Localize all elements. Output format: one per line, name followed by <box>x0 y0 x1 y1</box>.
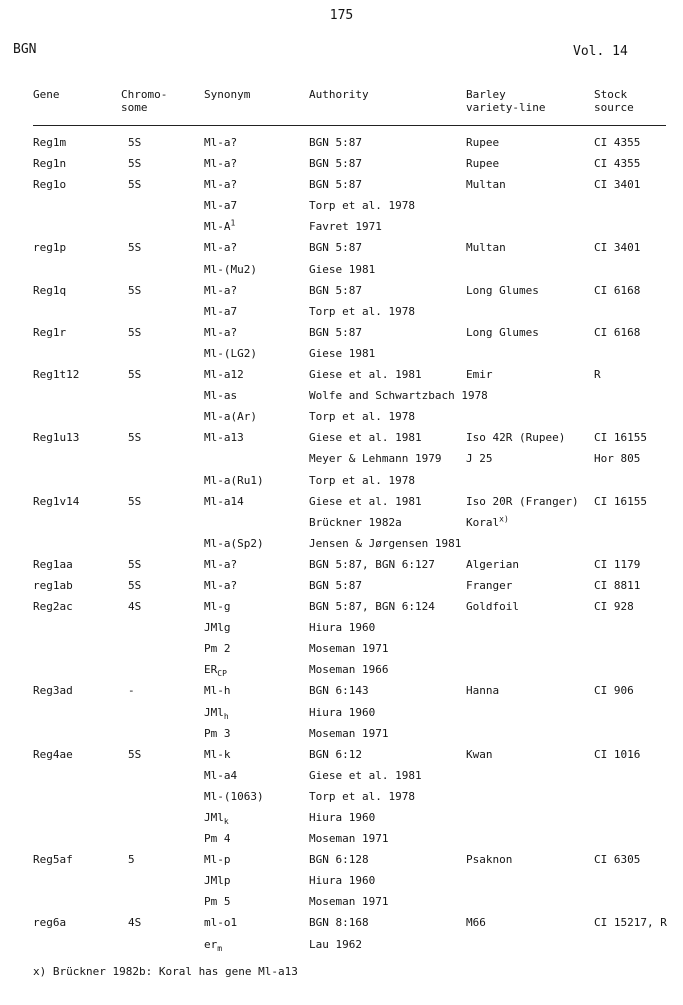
authority-cell: Hiura 1960 <box>309 811 376 824</box>
gene-table <box>0 88 683 124</box>
barley-variety-cell: Rupee <box>466 136 500 149</box>
synonym-cell: Ml-a? <box>204 283 238 297</box>
authority-cell: BGN 5:87 <box>309 241 362 255</box>
table-row <box>0 639 683 660</box>
stock-source-cell: CI 6168 <box>594 325 641 339</box>
chromosome-cell: 5S <box>128 431 142 445</box>
gene-cell: Reg5af <box>33 853 73 867</box>
authority-cell: Moseman 1971 <box>309 642 389 656</box>
table-row <box>0 871 683 892</box>
chromosome-cell: 5S <box>128 557 142 571</box>
table-row <box>0 492 683 513</box>
authority-cell: Moseman 1971 <box>309 832 389 846</box>
page-number: 175 <box>329 8 354 23</box>
barley-variety-cell: Kwan <box>466 747 493 761</box>
chromosome-cell: 5S <box>128 578 142 592</box>
authority-cell: Favret 1971 <box>309 220 382 234</box>
table-row <box>0 660 683 681</box>
table-row <box>0 829 683 850</box>
authority-cell: Meyer & Lehmann 1979 <box>309 452 442 466</box>
barley-variety-cell: Psaknon <box>466 853 513 867</box>
table-row <box>0 808 683 829</box>
gene-cell: Reg1m <box>33 136 67 149</box>
synonym-cell: Pm 4 <box>204 832 231 846</box>
synonym-cell: ml-o1 <box>204 916 238 930</box>
authority-cell: Giese 1981 <box>309 262 376 276</box>
chromosome-cell: 5S <box>128 747 142 761</box>
gene-cell: Reg1r <box>33 325 67 339</box>
authority-cell: BGN 5:87, BGN 6:127 <box>309 557 435 571</box>
table-row <box>0 365 683 386</box>
table-header <box>0 88 683 124</box>
synonym-cell: Ml-a? <box>204 178 238 192</box>
stock-source-cell: CI 3401 <box>594 178 641 192</box>
authority-cell: BGN 5:87 <box>309 136 362 149</box>
table-row <box>0 681 683 702</box>
table-row <box>0 260 683 281</box>
gene-cell: Reg1aa <box>33 557 73 571</box>
gene-cell: Reg4ae <box>33 747 73 761</box>
table-row <box>0 892 683 913</box>
authority-cell: BGN 5:87 <box>309 325 362 339</box>
authority-cell: Giese et al. 1981 <box>309 494 422 508</box>
gene-cell: Reg1q <box>33 283 67 297</box>
gene-cell: Reg1v14 <box>33 494 80 508</box>
synonym-cell: Pm 5 <box>204 895 231 909</box>
stock-source-cell: CI 928 <box>594 600 634 614</box>
table-row <box>0 344 683 365</box>
header-rule <box>33 125 666 126</box>
synonym-cell: $er_m$ <box>204 937 223 953</box>
volume-label: Vol. 14 <box>573 44 628 59</box>
synonym-cell: Ml-a? <box>204 578 238 592</box>
synonym-cell: Ml-a? <box>204 136 238 149</box>
authority-cell: Moseman 1971 <box>309 895 389 909</box>
authority-cell: BGN 6:128 <box>309 853 369 867</box>
synonym-cell: Ml-a4 <box>204 768 238 782</box>
table-row <box>0 850 683 871</box>
authority-cell: BGN 5:87 <box>309 578 362 592</box>
authority-cell: Hiura 1960 <box>309 621 376 635</box>
authority-cell: Lau 1962 <box>309 937 362 951</box>
chromosome-cell: 4S <box>128 600 142 614</box>
journal-name: BGN <box>13 42 37 57</box>
header-stock-source: Stock source <box>594 88 634 114</box>
table-row <box>0 534 683 555</box>
authority-cell: BGN 8:168 <box>309 916 369 930</box>
authority-cell: Moseman 1971 <box>309 726 389 740</box>
synonym-cell: Ml-a14 <box>204 494 244 508</box>
barley-variety-cell: Multan <box>466 241 506 255</box>
authority-cell: BGN 6:12 <box>309 747 362 761</box>
synonym-cell: Ml-(1063) <box>204 789 264 803</box>
synonym-cell: Ml-a? <box>204 241 238 255</box>
table-row <box>0 217 683 238</box>
barley-variety-cell: M66 <box>466 916 486 930</box>
table-row <box>0 238 683 259</box>
header-gene: Gene <box>33 88 60 101</box>
barley-variety-cell: Multan <box>466 178 506 192</box>
table-row <box>0 386 683 407</box>
synonym-cell: Ml-a? <box>204 157 238 171</box>
authority-cell: BGN 5:87, BGN 6:124 <box>309 600 435 614</box>
synonym-cell: Ml-g <box>204 600 231 614</box>
barley-variety-cell: Long Glumes <box>466 283 539 297</box>
chromosome-cell: 5S <box>128 368 142 382</box>
table-row <box>0 175 683 196</box>
header-chromosome: Chromo- some <box>121 88 168 114</box>
table-row <box>0 196 683 217</box>
authority-cell: Jensen & Jørgensen 1981 <box>309 536 462 550</box>
authority-cell: Hiura 1960 <box>309 874 376 888</box>
chromosome-cell: 5S <box>128 283 142 297</box>
stock-source-cell: CI 3401 <box>594 241 641 255</box>
stock-source-cell: CI 16155 <box>594 494 647 508</box>
barley-variety-cell: Goldfoil <box>466 600 519 614</box>
table-row <box>0 766 683 787</box>
stock-source-cell: CI 8811 <box>594 578 641 592</box>
stock-source-cell: Hor 805 <box>594 452 641 466</box>
barley-variety-cell: Rupee <box>466 157 500 171</box>
synonym-cell: Ml-a(Ar) <box>204 410 257 424</box>
barley-variety-cell: Iso 42R (Rupee) <box>466 431 566 445</box>
chromosome-cell: 5S <box>128 241 142 255</box>
table-body <box>0 133 683 956</box>
synonym-cell: Ml-as <box>204 389 238 403</box>
chromosome-cell: - <box>128 684 135 698</box>
synonym-cell: Ml-a? <box>204 325 238 339</box>
barley-variety-cell: Iso 20R (Franger) <box>466 494 579 508</box>
synonym-cell: JMlg <box>204 621 231 635</box>
chromosome-cell: 5S <box>128 325 142 339</box>
table-row <box>0 555 683 576</box>
chromosome-cell: 4S <box>128 916 142 930</box>
authority-cell: BGN 6:143 <box>309 684 369 698</box>
table-row <box>0 787 683 808</box>
authority-cell: Giese 1981 <box>309 346 376 360</box>
stock-source-cell: CI 1016 <box>594 747 641 761</box>
synonym-cell: Pm 3 <box>204 726 231 740</box>
synonym-cell: Ml-p <box>204 853 231 867</box>
gene-cell: Reg1o <box>33 178 67 192</box>
authority-cell: Torp et al. 1978 <box>309 304 415 318</box>
gene-cell: reg6a <box>33 916 67 930</box>
barley-variety-cell: Emir <box>466 368 493 382</box>
table-row <box>0 323 683 344</box>
authority-cell: Torp et al. 1978 <box>309 789 415 803</box>
synonym-cell: Ml-(Mu2) <box>204 262 257 276</box>
synonym-cell: Ml-k <box>204 747 231 761</box>
authority-cell: Torp et al. 1978 <box>309 473 415 487</box>
table-row <box>0 428 683 449</box>
stock-source-cell: CI 15217, R <box>594 916 667 930</box>
barley-variety-cell: Algerian <box>466 557 519 571</box>
chromosome-cell: 5S <box>128 157 142 171</box>
table-row <box>0 449 683 470</box>
stock-source-cell: CI 1179 <box>594 557 641 571</box>
barley-variety-cell: Franger <box>466 578 513 592</box>
barley-variety-cell: J 25 <box>466 452 493 466</box>
authority-cell: Giese et al. 1981 <box>309 368 422 382</box>
table-row <box>0 618 683 639</box>
synonym-cell: Ml-a13 <box>204 431 244 445</box>
gene-cell: reg1ab <box>33 578 73 592</box>
authority-cell: BGN 5:87 <box>309 283 362 297</box>
table-row <box>0 281 683 302</box>
table-row <box>0 576 683 597</box>
authority-cell: Torp et al. 1978 <box>309 410 415 424</box>
barley-variety-cell: Hanna <box>466 684 500 698</box>
chromosome-cell: 5S <box>128 136 142 149</box>
table-row <box>0 407 683 428</box>
authority-cell: Moseman 1966 <box>309 663 389 677</box>
gene-cell: Reg1u13 <box>33 431 80 445</box>
table-row <box>0 133 683 154</box>
synonym-cell: Pm 2 <box>204 642 231 656</box>
stock-source-cell: CI 6168 <box>594 283 641 297</box>
table-row <box>0 471 683 492</box>
header-barley-variety: Barley variety-line <box>466 88 546 114</box>
synonym-cell: Ml-h <box>204 684 231 698</box>
gene-cell: Reg3ad <box>33 684 73 698</box>
synonym-cell: $Ml-A^1$ <box>204 218 236 234</box>
gene-cell: Reg1n <box>33 157 67 171</box>
stock-source-cell: R <box>594 368 601 382</box>
synonym-cell: Ml-(LG2) <box>204 346 257 360</box>
authority-cell: BGN 5:87 <box>309 157 362 171</box>
gene-cell: Reg1t12 <box>33 368 80 382</box>
synonym-cell: Ml-a7 <box>204 199 238 213</box>
synonym-cell: Ml-a? <box>204 557 238 571</box>
table-row <box>0 703 683 724</box>
header-authority: Authority <box>309 88 369 101</box>
barley-variety-cell: Koral$^{x)}$ <box>466 514 509 529</box>
stock-source-cell: CI 4355 <box>594 157 641 171</box>
gene-cell: reg1p <box>33 241 67 255</box>
authority-cell: Brückner 1982a <box>309 515 402 529</box>
stock-source-cell: CI 16155 <box>594 431 647 445</box>
table-row <box>0 913 683 934</box>
synonym-cell: JMl$_k$ <box>204 811 229 827</box>
stock-source-cell: CI 4355 <box>594 136 641 149</box>
synonym-cell: Ml-a(Sp2) <box>204 536 264 550</box>
barley-variety-cell: Long Glumes <box>466 325 539 339</box>
authority-cell: Torp et al. 1978 <box>309 199 415 213</box>
table-row <box>0 745 683 766</box>
authority-cell: BGN 5:87 <box>309 178 362 192</box>
authority-cell: Hiura 1960 <box>309 705 376 719</box>
table-row <box>0 513 683 534</box>
table-row <box>0 154 683 175</box>
chromosome-cell: 5S <box>128 178 142 192</box>
synonym-cell: $ER_{CP}$ <box>204 663 227 679</box>
table-row <box>0 724 683 745</box>
authority-cell: Giese et al. 1981 <box>309 768 422 782</box>
table-row <box>0 935 683 956</box>
table-row <box>0 597 683 618</box>
synonym-cell: JMlp <box>204 874 231 888</box>
chromosome-cell: 5S <box>128 494 142 508</box>
stock-source-cell: CI 906 <box>594 684 634 698</box>
synonym-cell: JMl$_h$ <box>204 705 229 721</box>
header-synonym: Synonym <box>204 88 251 101</box>
table-row <box>0 302 683 323</box>
synonym-cell: Ml-a(Ru1) <box>204 473 264 487</box>
stock-source-cell: CI 6305 <box>594 853 641 867</box>
authority-cell: Wolfe and Schwartzbach 1978 <box>309 389 488 403</box>
synonym-cell: Ml-a12 <box>204 368 244 382</box>
authority-cell: Giese et al. 1981 <box>309 431 422 445</box>
footnote: x) Brückner 1982b: Koral has gene Ml-a13 <box>33 965 298 978</box>
synonym-cell: Ml-a7 <box>204 304 238 318</box>
chromosome-cell: 5 <box>128 853 135 867</box>
gene-cell: Reg2ac <box>33 600 73 614</box>
